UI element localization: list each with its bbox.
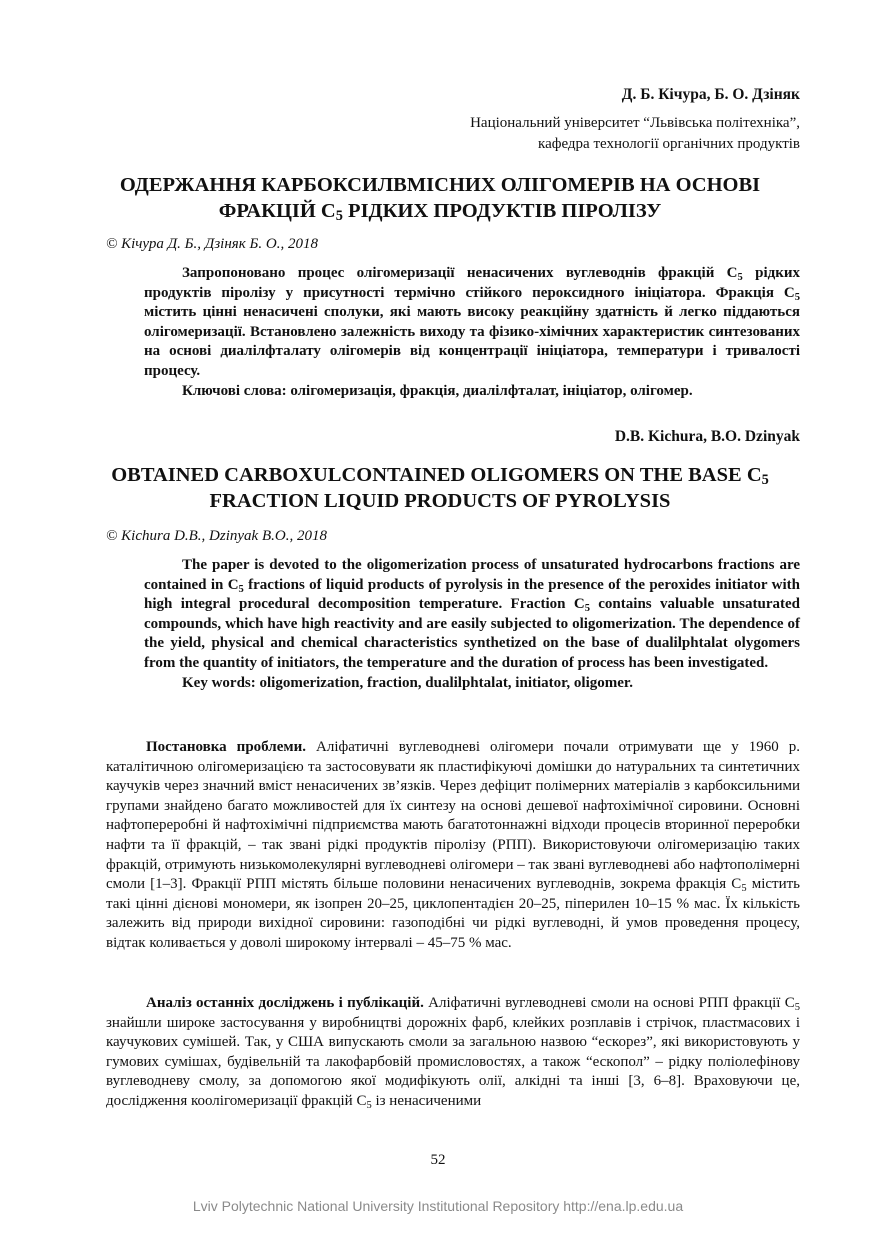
abstract-ua-text: Запропоновано процес олігомеризації ненасичених вуглеводнів фракцій $С_5$ рідких продуктів піролізу у присутності термічно стійкого пероксидного ініціатора. Фракція $С_5$ містить цінні ненасичені сполуки, які мають високу реакційну здатність й легко піддаються олігомеризації. Встановлено залежність виходу та фізико-хімічних характеристик синтезованих на основі диалілфталату олігомерів від концентрації ініціатора, температури і тривалості процесу. <box>144 265 800 379</box>
section-heading: Аналіз останніх досліджень і публікацій. <box>146 995 424 1011</box>
paragraph: Аналіз останніх досліджень і публікацій. Аліфатичні вуглеводневі смоли на основі РПП фракції $С_5$ знайшли широке застосування у виробництві дорожніх фарб, клейких розплавів і стрічок, пластмасових і каучукових сумішей. Так, у США випускають смоли за загальною назвою “ескорез”, які використовують у гумових сумішах, будівельній та лакофарбовій промисловостях, а також “ескопол” – рідку поліолефінову вуглеводневу смолу, за допомогою якої модифікують олії, алкідні та інші [3, 6–8]. Враховуючи це, дослідження коолігомеризації фракцій $С_5$ із ненасиченими <box>106 995 800 1111</box>
abstract-ua <box>144 264 800 401</box>
title-en-line-2: FRACTION LIQUID PRODUCTS OF PYROLYSIS <box>209 490 671 512</box>
title-en <box>100 462 780 514</box>
authors-ua: Д. Б. Кічура, Б. О. Дзіняк <box>621 86 800 103</box>
abstract-en <box>144 556 800 693</box>
title-ua-line-1: ОДЕРЖАННЯ КАРБОКСИЛВМІСНИХ ОЛІГОМЕРІВ НА ОСНОВІ <box>119 174 761 196</box>
paragraph: Постановка проблеми. Аліфатичні вуглеводневі олігомери почали отримувати ще у 1960 р. каталітичною олігомеризацією та застосовувати як пластифікуючі домішки до натуральних та синтетичних каучуків через значний вміст ненасичених зв’язків. Через дефіцит полімерних матеріалів з карбоксильними групами знайдено багато можливостей для їх синтезу на основі дешевої нафтохімічної сировини. Основні нафтопереробні й нафтохімічні підприємства мають багатотоннажні відходи процесів вторинної переробки нафти та її фракцій, – так звані рідкі продуктів піролізу (РПП). Використовуючи олігомеризацію таких фракцій, отримують низькомолекулярні вуглеводневі олігомери – так звані вуглеводневі або нафтополімерні смоли [1–3]. Фракції РПП містять більше половини ненасичених вуглеводнів, зокрема фракція $С_5$ містить такі цінні дієнові мономери, як ізопрен 20–25, циклопентадієн 20–25, піперилен 10–15 % мас. Їх кількість залежить від природи вихідної сировини: газоподібні чи рідкі вуглеводні, й умов проведення процесу, відтак коливається у доволі широкому інтервалі – 45–75 % мас. <box>106 739 801 951</box>
title-ua-line-2: ФРАКЦІЙ $С_5$ РІДКИХ ПРОДУКТІВ ПІРОЛІЗУ <box>218 200 662 224</box>
affiliation-line-1: Національний університет “Львівська політехніка”, <box>470 115 800 131</box>
affiliation <box>470 113 800 155</box>
repository-footer: Lviv Polytechnic National University Institutional Repository http://ena.lp.edu.ua <box>192 1198 684 1214</box>
affiliation-line-2: кафедра технології органічних продуктів <box>538 136 800 152</box>
authors-en: D.B. Kichura, B.O. Dzinyak <box>614 428 800 445</box>
section-heading: Постановка проблеми. <box>146 739 306 755</box>
title-ua <box>100 172 780 224</box>
title-en-line-1: OBTAINED CARBOXULCONTAINED OLIGOMERS ON THE BASE $C_5$ <box>111 464 769 488</box>
section-problem-statement <box>106 738 800 954</box>
page-number: 52 <box>430 1152 446 1168</box>
copyright-en: © Kichura D.B., Dzinyak B.O., 2018 <box>106 528 327 544</box>
copyright-ua: © Кічура Д. Б., Дзіняк Б. О., 2018 <box>106 236 318 252</box>
keywords-en: Key words: oligomerization, fraction, dualilphtalat, initiator, oligomer. <box>182 674 633 691</box>
keywords-ua: Ключові слова: олігомеризація, фракція, диалілфталат, ініціатор, олігомер. <box>182 382 693 399</box>
abstract-en-text: The paper is devoted to the oligomerization process of unsaturated hydrocarbons fractions are contained in $C_5$ fractions of liquid products of pyrolysis in the presence of the peroxides initiator with high integral procedural decomposition temperature. Fraction $C_5$ contains valuable unsaturated compounds, which have high reactivity and are easily subjected to oligomerization. The dependence of the yield, physical and chemical characteristics synthetized on the base of dualilphtalat olygomers from the quantity of initiators, the temperature and the duration of process has been investigated. <box>144 557 800 671</box>
section-literature-review <box>106 994 800 1112</box>
